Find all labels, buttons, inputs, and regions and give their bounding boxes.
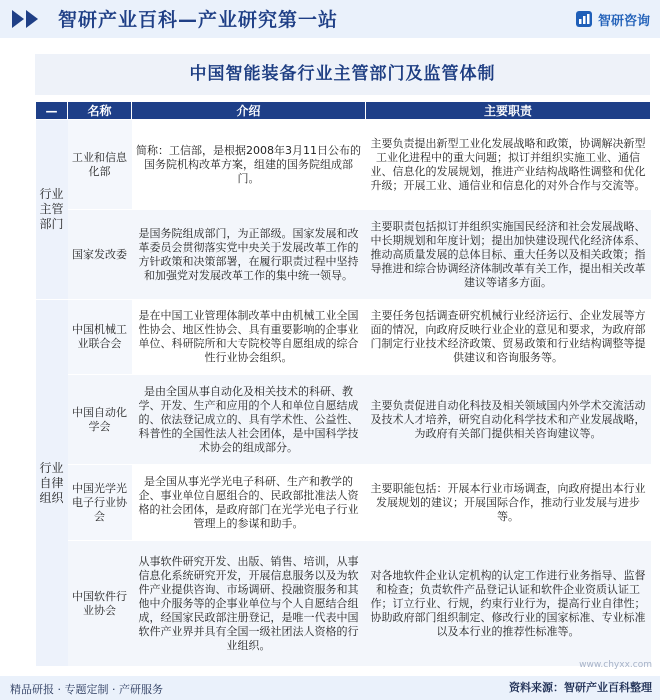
org-name-cell: 中国软件行业协会 — [68, 541, 132, 667]
footer-source: 资料来源：智研产业百科整理 — [509, 681, 652, 694]
duty-cell: 主要职责包括拟订并组织实施国民经济和社会发展战略、中长期规划和年度计划；提出加快建设现代化经济体系、推动高质量发展的总体目标、重大任务以及相关政策；指导推进和综合协调经济体制改革有关工作，提出相关改革建议等诸多方面。 — [366, 210, 651, 300]
org-name-cell: 国家发改委 — [68, 210, 132, 300]
intro-cell: 是国务院组成部门，为正部级。国家发展和改革委员会贯彻落实党中央关于发展改革工作的方针政策和决策部署，在履行职责过程中坚持和加强党对发展改革工作的集中统一领导。 — [132, 210, 366, 300]
org-name-cell: 中国光学光电子行业协会 — [68, 465, 132, 541]
column-header-name: 名称 — [68, 102, 132, 120]
column-header-duty: 主要职责 — [366, 102, 651, 120]
intro-cell: 从事软件研究开发、出版、销售、培训，从事信息化系统研究开发，开展信息服务以及为软件产业提供咨询、市场调研、投融资服务和其他中介服务等的企事业单位与个人自愿结合组成，经国家民政部注册登记，是唯一代表中国软件产业界并具有全国一级社团法人资格的行业组织。 — [132, 541, 366, 667]
duty-cell: 主要负责促进自动化科技及相关领域国内外学术交流活动及技术人才培养，研究自动化科学技术和产业发展战略，为政府有关部门提供相关咨询建议等。 — [366, 375, 651, 465]
column-header-index: — — [36, 102, 68, 120]
table-row — [36, 120, 651, 210]
brand-logo-icon — [575, 10, 593, 28]
duty-cell: 主要任务包括调查研究机械行业经济运行、企业发展等方面的情况，向政府反映行业企业的意见和要求，为政府部门制定行业技术经济政策、贸易政策和行业结构调整等提供建议和咨询服务等。 — [366, 300, 651, 375]
duty-cell: 主要职能包括：开展本行业市场调查，向政府提出本行业发展规划的建议；开展国际合作，推动行业发展与进步等。 — [366, 465, 651, 541]
category-cell: 行业主管部门 — [36, 120, 68, 300]
footer-bar — [0, 676, 660, 700]
table-row — [36, 375, 651, 465]
watermark: www.chyxx.com — [579, 660, 652, 670]
intro-cell: 是由全国从事自动化及相关技术的科研、教学、开发、生产和应用的个人和单位自愿结成的、依法登记成立的、具有学术性、公益性、科普性的全国性法人社会团体，是中国科学技术协会的组成部分。 — [132, 375, 366, 465]
category-cell: 行业自律组织 — [36, 300, 68, 667]
org-name-cell: 中国自动化学会 — [68, 375, 132, 465]
intro-cell: 是全国从事光学光电子科研、生产和教学的企、事业单位自愿组合的、民政部批准法人资格的社会团体，是政府部门在光学光电子行业管理上的参谋和助手。 — [132, 465, 366, 541]
content-card — [35, 54, 650, 670]
duty-cell: 主要负责提出新型工业化发展战略和政策，协调解决新型工业化进程中的重大问题；拟订并组织实施工业、通信业、信息化的发展规划，推进产业结构战略性调整和优化升级；开展工业、通信业和信息化的对外合作与交流等。 — [366, 120, 651, 210]
table-row — [36, 541, 651, 667]
table-header-row — [36, 102, 651, 120]
table-row — [36, 300, 651, 375]
intro-cell: 是在中国工业管理体制改革中由机械工业全国性协会、地区性协会、具有重要影响的企事业单位、科研院所和大专院校等自愿组成的综合性行业协会组织。 — [132, 300, 366, 375]
top-banner — [0, 0, 660, 38]
table-row — [36, 210, 651, 300]
duty-cell: 对各地软件企业认定机构的认定工作进行业务指导、监督和检查；负责软件产品登记认证和软件企业资质认证工作；订立行业、行规，约束行业行为，提高行业自律性；协助政府部门组织制定、修改行业的国家标准、专业标准以及本行业的推荐性标准等。 — [366, 541, 651, 667]
double-arrow-icon — [10, 8, 50, 30]
table-row — [36, 465, 651, 541]
regulatory-table — [35, 101, 651, 667]
intro-cell: 简称：工信部，是根据2008年3月11日公布的国务院机构改革方案，组建的国务院组成部门。 — [132, 120, 366, 210]
site-title: 智研产业百科—产业研究第一站 — [58, 9, 339, 31]
column-header-intro: 介绍 — [132, 102, 366, 120]
org-name-cell: 中国机械工业联合会 — [68, 300, 132, 375]
org-name-cell: 工业和信息化部 — [68, 120, 132, 210]
table-title: 中国智能装备行业主管部门及监管体制 — [35, 54, 650, 95]
footer-services: 精品研报 · 专题定制 · 产研服务 — [10, 683, 163, 696]
brand[interactable] — [575, 8, 650, 30]
brand-name: 智研咨询 — [597, 13, 650, 29]
